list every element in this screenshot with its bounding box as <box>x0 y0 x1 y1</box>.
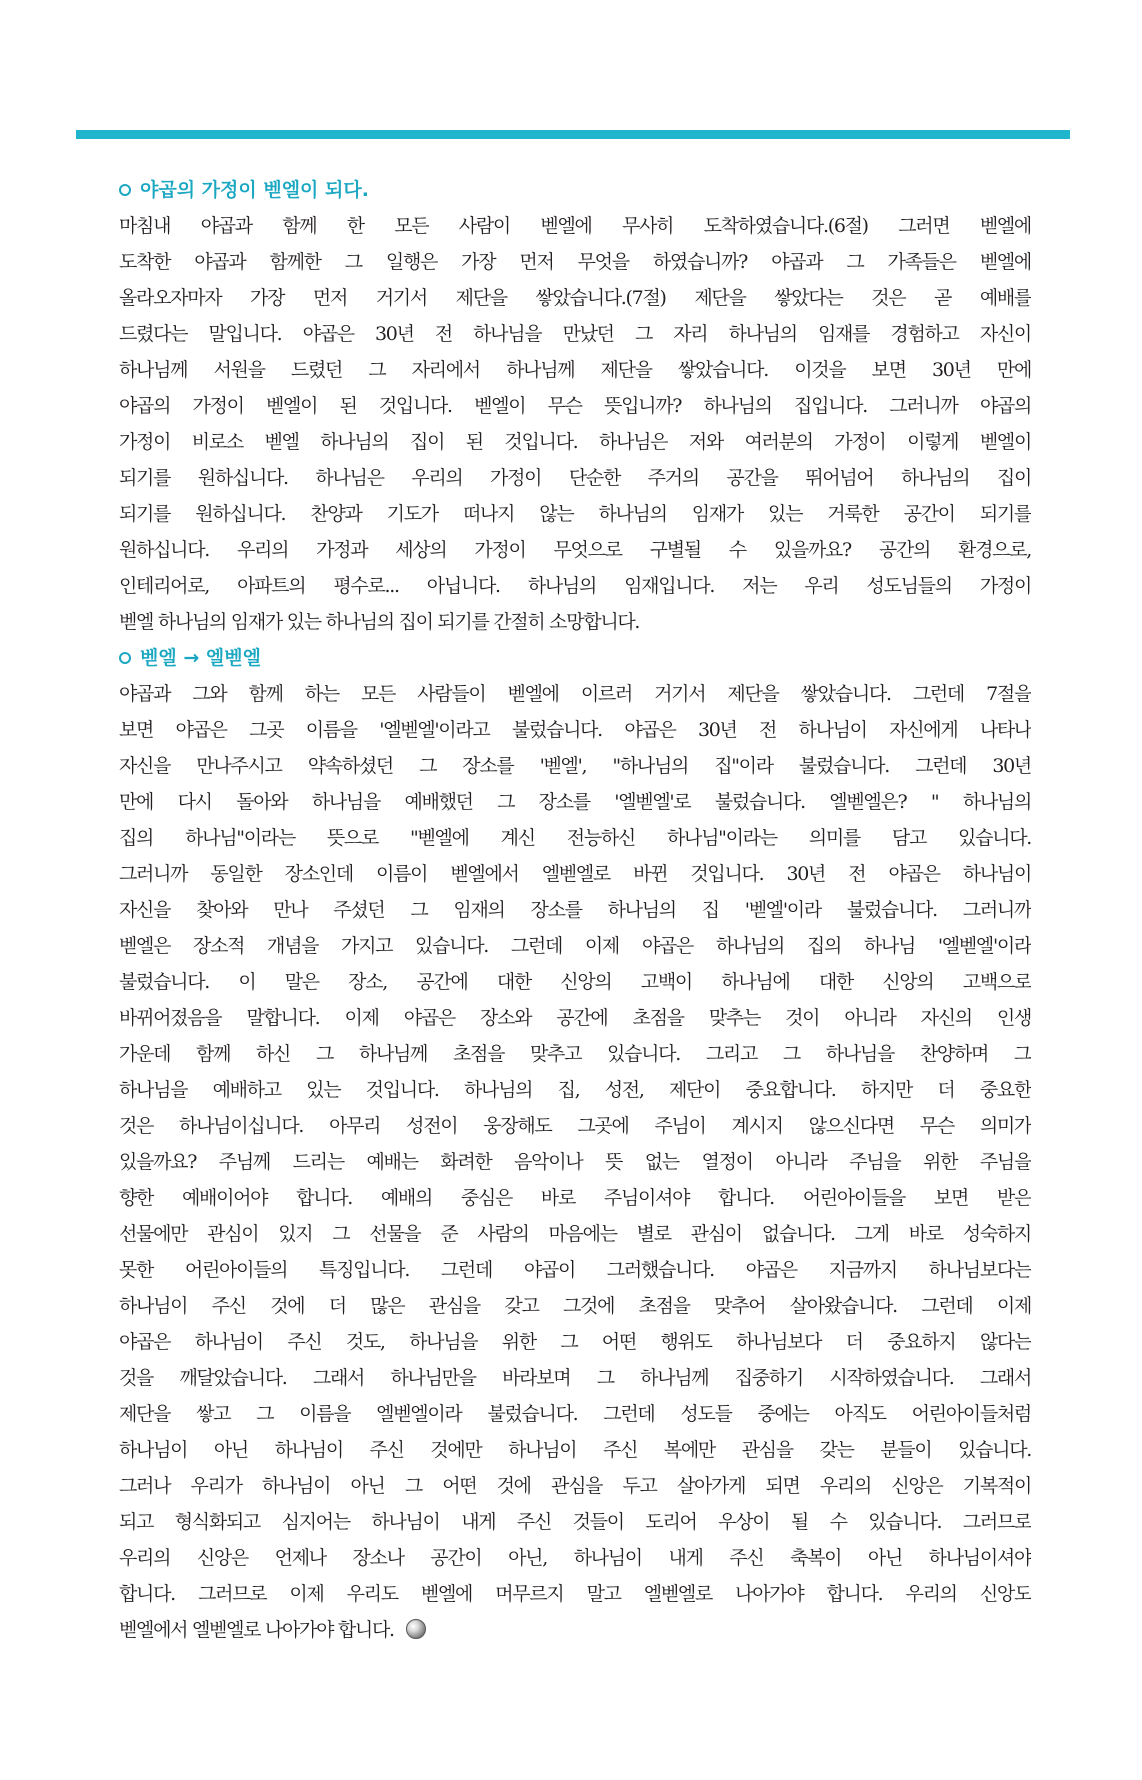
text-line: 되기를 원하십니다. 찬양과 기도가 떠나지 않는 하나님의 임재가 있는 거룩한 공간이 되기를 <box>119 503 1031 525</box>
text-line: 인테리어로, 아파트의 평수로... 아닙니다. 하나님의 임재입니다. 저는 우리 성도님들의 가정이 <box>119 575 1031 597</box>
text-line: 우리의 신앙은 언제나 장소나 공간이 아닌, 하나님이 내게 주신 축복이 아닌 하나님이셔야 <box>119 1547 1031 1569</box>
text-line: 야곱의 가정이 벧엘이 된 것입니다. 벧엘이 무슨 뜻입니까? 하나님의 집입니다. 그러니까 야곱의 <box>119 395 1031 417</box>
text-line: 도착한 야곱과 함께한 그 일행은 가장 먼저 무엇을 하였습니까? 야곱과 그 가족들은 벧엘에 <box>119 251 1031 273</box>
sphere-end-mark-icon <box>406 1619 426 1639</box>
section-heading-1-text: 야곱의 가정이 벧엘이 되다. <box>140 179 369 201</box>
text-line: 자신을 찾아와 만나 주셨던 그 임재의 장소를 하나님의 집 '벧엘'이라 불렀습니다. 그러니까 <box>119 899 1031 921</box>
text-line: 마침내 야곱과 함께 한 모든 사람이 벧엘에 무사히 도착하였습니다.(6절) 그러면 벧엘에 <box>119 215 1031 237</box>
text-line: 야곱과 그와 함께 하는 모든 사람들이 벧엘에 이르러 거기서 제단을 쌓았습니다. 그런데 7절을 <box>119 683 1031 705</box>
top-accent-rule <box>76 130 1070 139</box>
text-line: 못한 어린아이들의 특징입니다. 그런데 야곱이 그러했습니다. 야곱은 지금까지 하나님보다는 <box>119 1259 1031 1281</box>
section-2-paragraph <box>119 676 1031 1648</box>
text-line: 집의 하나님"이라는 뜻으로 "벧엘에 계신 전능하신 하나님"이라는 의미를 담고 있습니다. <box>119 827 1031 849</box>
text-line: 하나님을 예배하고 있는 것입니다. 하나님의 집, 성전, 제단이 중요합니다. 하지만 더 중요한 <box>119 1079 1031 1101</box>
text-line: 불렀습니다. 이 말은 장소, 공간에 대한 신앙의 고백이 하나님에 대한 신앙의 고백으로 <box>119 971 1031 993</box>
text-line: 가운데 함께 하신 그 하나님께 초점을 맞추고 있습니다. 그리고 그 하나님을 찬양하며 그 <box>119 1043 1031 1065</box>
text-line: 합니다. 그러므로 이제 우리도 벧엘에 머무르지 말고 엘벧엘로 나아가야 합니다. 우리의 신앙도 <box>119 1583 1031 1605</box>
text-line: 바뀌어졌음을 말합니다. 이제 야곱은 장소와 공간에 초점을 맞추는 것이 아니라 자신의 인생 <box>119 1007 1031 1029</box>
text-line: 원하십니다. 우리의 가정과 세상의 가정이 무엇으로 구별될 수 있을까요? 공간의 환경으로, <box>119 539 1031 561</box>
circle-bullet-icon <box>119 184 131 196</box>
text-line: 제단을 쌓고 그 이름을 엘벧엘이라 불렀습니다. 그런데 성도들 중에는 아직도 어린아이들처럼 <box>119 1403 1031 1425</box>
text-line: 것을 깨달았습니다. 그래서 하나님만을 바라보며 그 하나님께 집중하기 시작하였습니다. 그래서 <box>119 1367 1031 1389</box>
text-line: 그러나 우리가 하나님이 아닌 그 어떤 것에 관심을 두고 살아가게 되면 우리의 신앙은 기복적이 <box>119 1475 1031 1497</box>
section-heading-2 <box>119 640 1031 676</box>
text-line: 벧엘 하나님의 임재가 있는 하나님의 집이 되기를 간절히 소망합니다. <box>119 611 640 633</box>
text-line: 하나님이 아닌 하나님이 주신 것에만 하나님이 주신 복에만 관심을 갖는 분들이 있습니다. <box>119 1439 1031 1461</box>
circle-bullet-icon <box>119 652 131 664</box>
text-line: 보면 야곱은 그곳 이름을 '엘벧엘'이라고 불렀습니다. 야곱은 30년 전 하나님이 자신에게 나타나 <box>119 719 1031 741</box>
text-line: 가정이 비로소 벧엘 하나님의 집이 된 것입니다. 하나님은 저와 여러분의 가정이 이렇게 벧엘이 <box>119 431 1031 453</box>
section-heading-1 <box>119 172 1031 208</box>
text-line: 되기를 원하십니다. 하나님은 우리의 가정이 단순한 주거의 공간을 뛰어넘어 하나님의 집이 <box>119 467 1031 489</box>
final-text-line-text: 벧엘에서 엘벧엘로 나아가야 합니다. <box>119 1619 394 1641</box>
text-line: 만에 다시 돌아와 하나님을 예배했던 그 장소를 '엘벧엘'로 불렀습니다. 엘벧엘은? " 하나님의 <box>119 791 1031 813</box>
text-line: 하나님께 서원을 드렸던 그 자리에서 하나님께 제단을 쌓았습니다. 이것을 보면 30년 만에 <box>119 359 1031 381</box>
section-1-paragraph <box>119 208 1031 640</box>
text-line: 야곱은 하나님이 주신 것도, 하나님을 위한 그 어떤 행위도 하나님보다 더 중요하지 않다는 <box>119 1331 1031 1353</box>
text-line: 드렸다는 말입니다. 야곱은 30년 전 하나님을 만났던 그 자리 하나님의 임재를 경험하고 자신이 <box>119 323 1031 345</box>
article-body <box>119 172 1031 1648</box>
text-line: 있을까요? 주님께 드리는 예배는 화려한 음악이나 뜻 없는 열정이 아니라 주님을 위한 주님을 <box>119 1151 1031 1173</box>
text-line: 향한 예배이어야 합니다. 예배의 중심은 바로 주님이셔야 합니다. 어린아이들을 보면 받은 <box>119 1187 1031 1209</box>
text-line: 올라오자마자 가장 먼저 거기서 제단을 쌓았습니다.(7절) 제단을 쌓았다는 것은 곧 예배를 <box>119 287 1031 309</box>
text-line: 되고 형식화되고 심지어는 하나님이 내게 주신 것들이 도리어 우상이 될 수 있습니다. 그러므로 <box>119 1511 1031 1533</box>
text-line: 자신을 만나주시고 약속하셨던 그 장소를 '벧엘', "하나님의 집"이라 불렀습니다. 그런데 30년 <box>119 755 1031 777</box>
section-heading-2-text: 벧엘 → 엘벧엘 <box>140 647 261 669</box>
text-line: 벧엘은 장소적 개념을 가지고 있습니다. 그런데 이제 야곱은 하나님의 집의 하나님 '엘벧엘'이라 <box>119 935 1031 957</box>
text-line: 것은 하나님이십니다. 아무리 성전이 웅장해도 그곳에 주님이 계시지 않으신다면 무슨 의미가 <box>119 1115 1031 1137</box>
text-line: 그러니까 동일한 장소인데 이름이 벧엘에서 엘벧엘로 바뀐 것입니다. 30년 전 야곱은 하나님이 <box>119 863 1031 885</box>
final-text-line <box>119 1612 1031 1648</box>
text-line: 하나님이 주신 것에 더 많은 관심을 갖고 그것에 초점을 맞추어 살아왔습니다. 그런데 이제 <box>119 1295 1031 1317</box>
text-line: 선물에만 관심이 있지 그 선물을 준 사람의 마음에는 별로 관심이 없습니다. 그게 바로 성숙하지 <box>119 1223 1031 1245</box>
